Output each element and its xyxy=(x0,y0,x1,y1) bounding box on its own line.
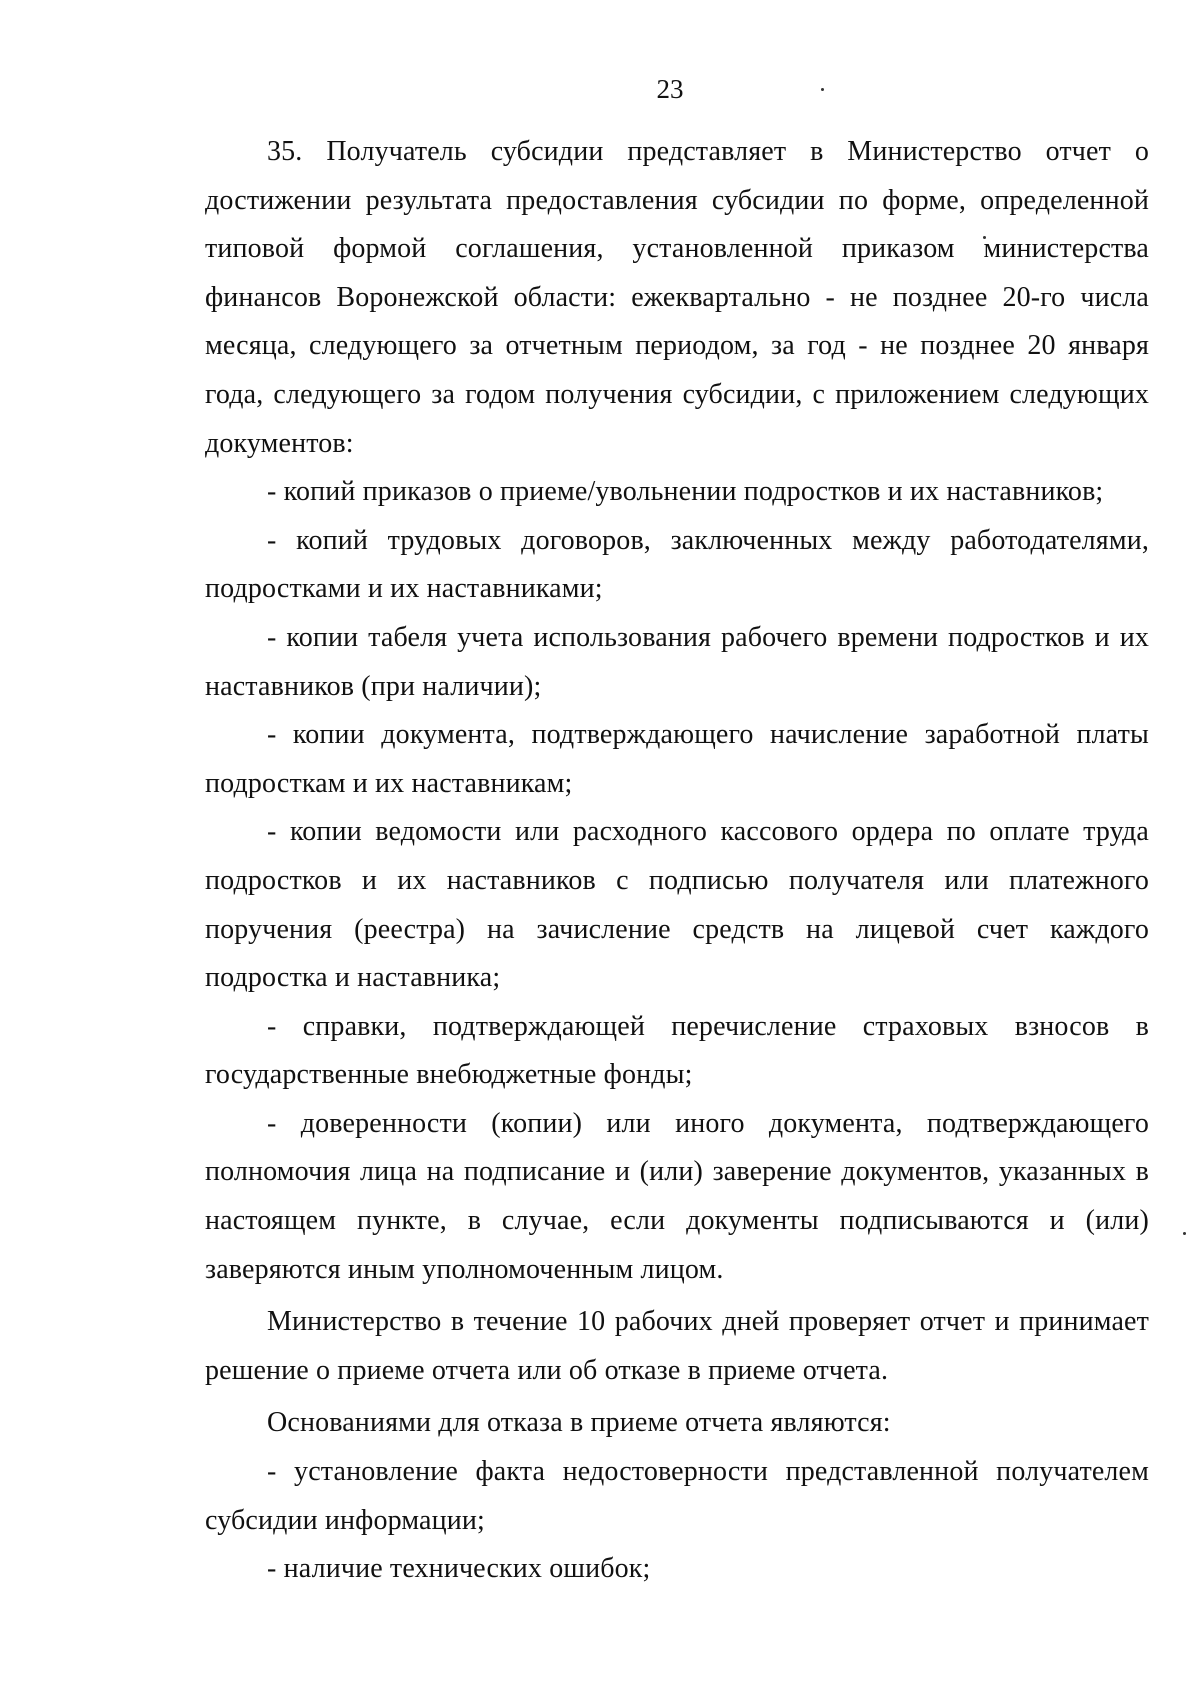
list-item-orders: - копий приказов о приеме/увольнении подростков и их наставников; xyxy=(267,476,1104,508)
scan-speck xyxy=(821,88,824,91)
list-item-timesheet: - копии табеля учета использования рабочего времени подростков и их наставников (при наличии); xyxy=(205,621,1149,702)
list-item-labor-contracts: - копий трудовых договоров, заключенных между работодателями, подростками и их наставниками; xyxy=(205,524,1149,605)
list-item-false-information: - установление факта недостоверности представленной получателем субсидии информации; xyxy=(205,1456,1149,1536)
paragraph-refusal-grounds: Основаниями для отказа в приеме отчета являются: xyxy=(267,1407,891,1439)
paragraph-report-requirement: 35. Получатель субсидии представляет в Министерство отчет о достижении результата предоставления субсидии по форме, определенной типовой формой соглашения, установленной приказом министерства финансов Воронежской области: ежеквартально - не позднее 20-го числа месяца, следующего за отчетным периодом, за год - не позднее 20 января года, следующего за годом получения субсидии, с приложением следующих документов: xyxy=(205,136,1149,459)
list-item-insurance-certificate: - справки, подтверждающей перечисление страховых взносов в государственные внебюджетные фонды; xyxy=(205,1010,1149,1091)
paragraph-ministry-review: Министерство в течение 10 рабочих дней проверяет отчет и принимает решение о приеме отчета или об отказе в приеме отчета. xyxy=(205,1306,1149,1386)
list-item-technical-errors: - наличие технических ошибок; xyxy=(267,1553,651,1585)
document-body xyxy=(205,128,1149,1594)
list-item-power-of-attorney: - доверенности (копии) или иного документа, подтверждающего полномочия лица на подписание и (или) заверение документов, указанных в настоящем пункте, в случае, если документы подписываются и (или) заверяются иным уполномоченным лицом. xyxy=(205,1107,1149,1285)
scan-speck xyxy=(1183,1232,1186,1235)
list-item-payment-statement: - копии ведомости или расходного кассового ордера по оплате труда подростков и их наставников с подписью получателя или платежного поручения (реестра) на зачисление средств на лицевой счет каждого подростка и наставника; xyxy=(205,816,1149,994)
page-number: 23 xyxy=(656,74,684,104)
list-item-salary-document: - копии документа, подтверждающего начисление заработной платы подросткам и их наставникам; xyxy=(205,719,1149,799)
